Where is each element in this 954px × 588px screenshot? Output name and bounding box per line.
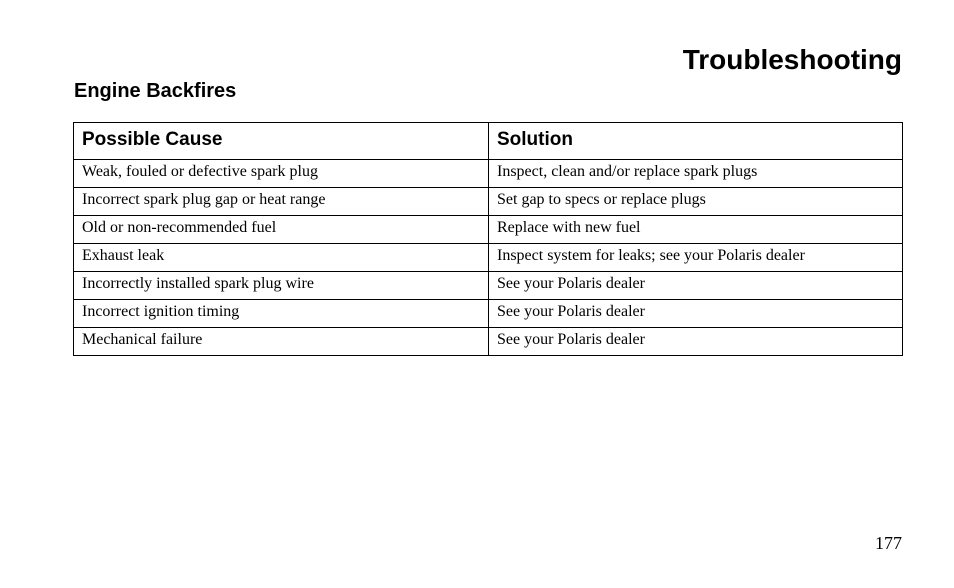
cause-cell: Incorrectly installed spark plug wire (74, 272, 489, 300)
page-number: 177 (875, 533, 902, 553)
page-title: Troubleshooting (682, 44, 902, 75)
solution-cell: See your Polaris dealer (489, 300, 903, 328)
table-row (74, 272, 903, 300)
table-row (74, 300, 903, 328)
table-row (74, 328, 903, 356)
table-row (74, 188, 903, 216)
solution-cell: Set gap to specs or replace plugs (489, 188, 903, 216)
cause-cell: Mechanical failure (74, 328, 489, 356)
column-header-solution: Solution (489, 123, 903, 160)
cause-cell: Exhaust leak (74, 244, 489, 272)
cause-cell: Old or non-recommended fuel (74, 216, 489, 244)
column-header-possible-cause: Possible Cause (74, 123, 489, 160)
solution-cell: See your Polaris dealer (489, 328, 903, 356)
solution-cell: Replace with new fuel (489, 216, 903, 244)
section-heading: Engine Backfires (74, 80, 237, 102)
table-row (74, 160, 903, 188)
cause-cell: Weak, fouled or defective spark plug (74, 160, 489, 188)
solution-cell: Inspect, clean and/or replace spark plugs (489, 160, 903, 188)
cause-cell: Incorrect spark plug gap or heat range (74, 188, 489, 216)
table-row (74, 216, 903, 244)
table-row (74, 244, 903, 272)
solution-cell: See your Polaris dealer (489, 272, 903, 300)
troubleshooting-table (73, 122, 903, 356)
solution-cell: Inspect system for leaks; see your Polaris dealer (489, 244, 903, 272)
table-header-row (74, 123, 903, 160)
cause-cell: Incorrect ignition timing (74, 300, 489, 328)
